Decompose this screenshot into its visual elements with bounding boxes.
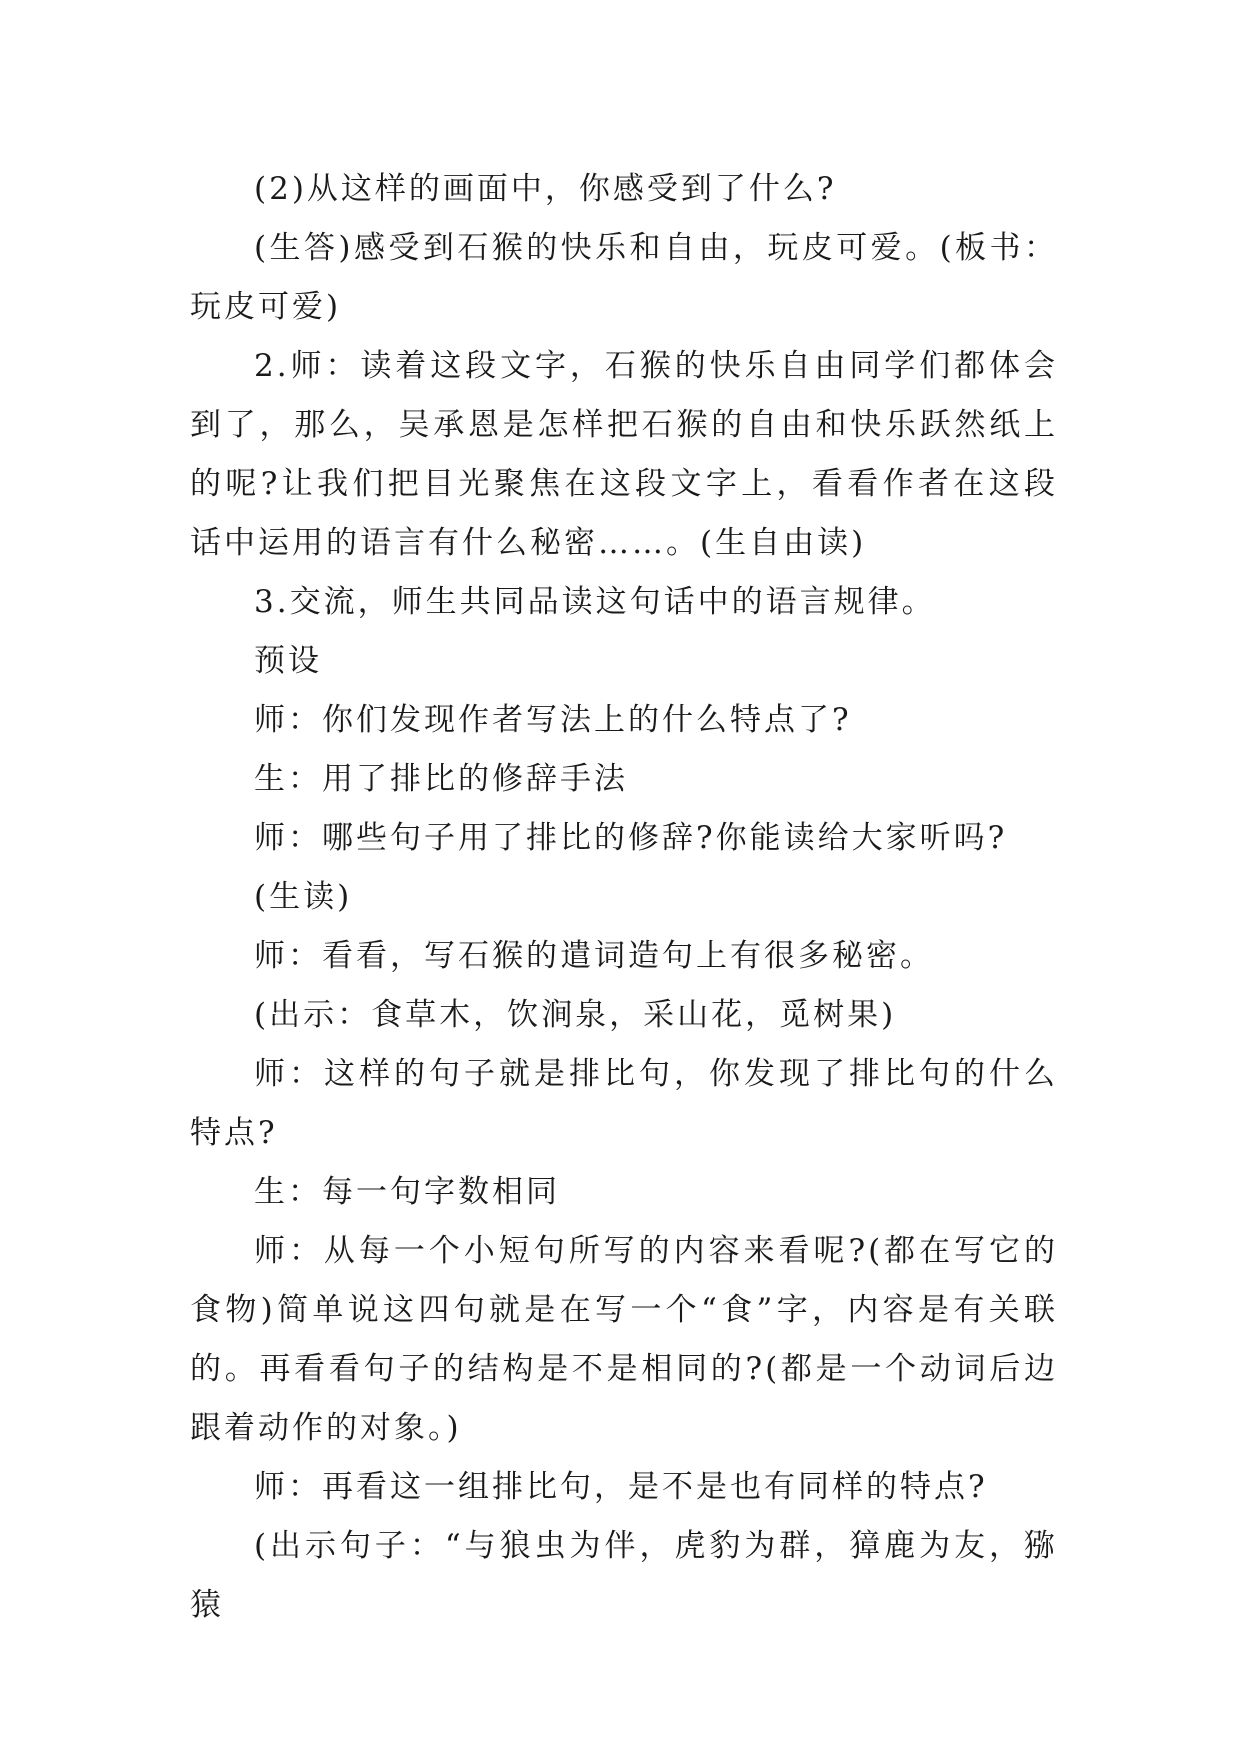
paragraph-question-2: (2)从这样的画面中，你感受到了什么? bbox=[254, 171, 837, 207]
paragraph-teacher-ask-sentences: 师：哪些句子用了排比的修辞?你能读给大家听吗? bbox=[254, 820, 1008, 856]
paragraph-student-reply: 生：用了排比的修辞手法 bbox=[254, 761, 628, 797]
paragraph-student-answer: (生答)感受到石猴的快乐和自由，玩皮可爱。(板书：玩皮可爱) bbox=[190, 230, 1058, 325]
paragraph-preset-heading: 预设 bbox=[254, 643, 322, 679]
paragraph-teacher-secret: 师：看看，写石猴的遣词造句上有很多秘密。 bbox=[254, 938, 934, 974]
paragraph-student-read: (生读) bbox=[254, 879, 353, 915]
paragraph-teacher-question: 师：你们发现作者写法上的什么特点了? bbox=[254, 702, 852, 738]
paragraph-teacher-content-analysis: 师：从每一个小短句所写的内容来看呢?(都在写它的食物)简单说这四句就是在写一个“食”字，内容是有关联的。再看看句子的结构是不是相同的?(都是一个动词后边跟着动作的对象。) bbox=[190, 1233, 1058, 1446]
paragraph-show-example-2: (出示句子：“与狼虫为伴，虎豹为群，獐鹿为友，猕猿 bbox=[190, 1528, 1058, 1623]
paragraph-step-3: 3.交流，师生共同品读这句话中的语言规律。 bbox=[254, 584, 936, 620]
paragraph-step-2: 2.师：读着这段文字，石猴的快乐自由同学们都体会到了，那么，吴承恩是怎样把石猴的自由和快乐跃然纸上的呢?让我们把目光聚焦在这段文字上，看看作者在这段话中运用的语言有什么秘密……。(生自由读) bbox=[190, 348, 1058, 561]
paragraph-show-example-1: (出示：食草木，饮涧泉，采山花，觅树果) bbox=[254, 997, 897, 1033]
paragraph-teacher-feature: 师：这样的句子就是排比句，你发现了排比句的什么特点? bbox=[190, 1056, 1058, 1151]
paragraph-teacher-next-group: 师：再看这一组排比句，是不是也有同样的特点? bbox=[254, 1469, 988, 1505]
paragraph-student-word-count: 生：每一句字数相同 bbox=[254, 1174, 560, 1210]
document-body bbox=[190, 160, 1058, 1635]
